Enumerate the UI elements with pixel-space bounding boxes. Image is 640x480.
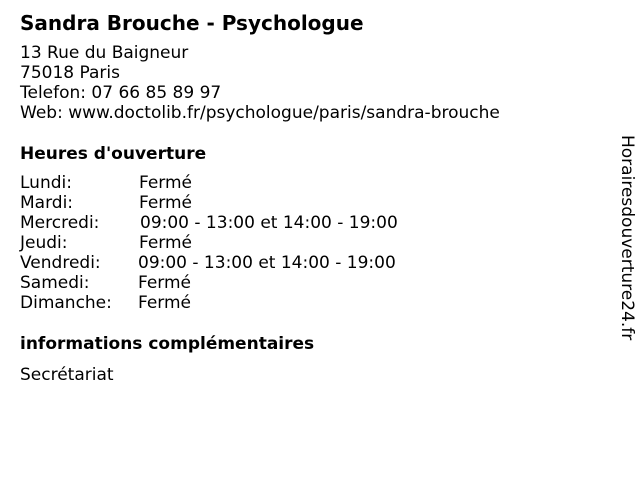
hours-value: Fermé bbox=[139, 193, 193, 213]
day-label: Mercredi: bbox=[20, 213, 100, 233]
watermark bbox=[609, 135, 639, 350]
day-label: Samedi: bbox=[20, 273, 90, 293]
hours-value: Fermé bbox=[139, 173, 193, 193]
day-label: Vendredi: bbox=[20, 253, 101, 273]
website-url: Web: www.doctolib.fr/psychologue/paris/sandra-brouche bbox=[20, 103, 500, 123]
hours-value: Fermé bbox=[138, 273, 192, 293]
street-address: 13 Rue du Baigneur bbox=[20, 43, 189, 63]
hours-value: Fermé bbox=[139, 233, 193, 253]
watermark-text: Horairesdouverture24.fr bbox=[617, 135, 637, 341]
day-label: Mardi: bbox=[20, 193, 74, 213]
hours-value: 09:00 - 13:00 et 14:00 - 19:00 bbox=[138, 253, 396, 273]
city-postal: 75018 Paris bbox=[20, 63, 120, 83]
day-label: Dimanche: bbox=[20, 293, 112, 313]
info-heading: informations complémentaires bbox=[20, 334, 315, 354]
day-label: Jeudi: bbox=[20, 233, 68, 253]
address-block bbox=[20, 43, 500, 123]
phone-number: Telefon: 07 66 85 89 97 bbox=[20, 83, 222, 103]
hours-value: Fermé bbox=[138, 293, 192, 313]
info-text: Secrétariat bbox=[20, 365, 114, 385]
day-label: Lundi: bbox=[20, 173, 72, 193]
hours-heading: Heures d'ouverture bbox=[20, 144, 207, 164]
hours-value: 09:00 - 13:00 et 14:00 - 19:00 bbox=[140, 213, 398, 233]
page-title: Sandra Brouche - Psychologue bbox=[20, 11, 364, 35]
